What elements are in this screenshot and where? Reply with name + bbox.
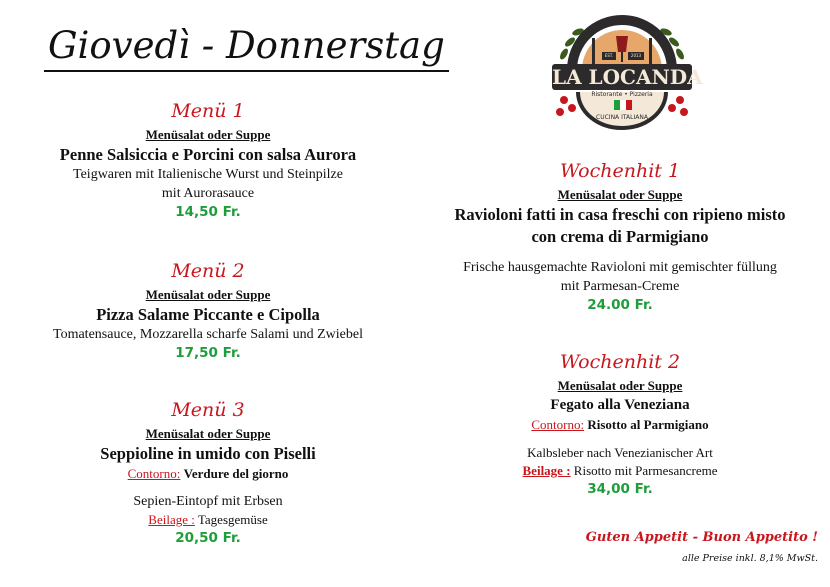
dish-name: Fegato alla Veneziana — [550, 397, 690, 413]
dish-name-cont: con crema di Parmigiano — [531, 227, 709, 246]
garnish — [12, 511, 404, 529]
garnish — [420, 462, 820, 480]
menu-subtitle: Menüsalat oder Suppe — [557, 378, 683, 393]
restaurant-logo — [548, 8, 703, 134]
side-label: Contorno: — [127, 466, 181, 481]
logo-year: 2013 — [630, 53, 642, 58]
logo-est: EST. — [604, 53, 614, 58]
dish-description: mit Parmesan-Creme — [560, 279, 680, 294]
price: 14,50 Fr. — [175, 204, 241, 220]
menu-heading: Wochenhit 2 — [559, 351, 681, 373]
price: 24.00 Fr. — [587, 297, 653, 313]
side-value: Verdure del giorno — [183, 466, 289, 481]
menu-heading: Wochenhit 1 — [559, 160, 681, 182]
menu-subtitle: Menüsalat oder Suppe — [557, 187, 683, 202]
menu-heading: Menü 1 — [171, 100, 245, 122]
weekly-special-2 — [420, 347, 820, 499]
garnish-value: Tagesgemüse — [197, 512, 268, 527]
menu-3 — [12, 395, 404, 548]
menu-subtitle: Menüsalat oder Suppe — [145, 287, 271, 302]
menu-subtitle: Menüsalat oder Suppe — [145, 127, 271, 142]
logo-tagline: Ristorante • Pizzeria — [591, 91, 653, 98]
logo-subtitle: CUCINA ITALIANA — [596, 114, 648, 121]
dish-name: Pizza Salame Piccante e Cipolla — [96, 305, 320, 324]
side-dish — [420, 416, 820, 434]
price: 17,50 Fr. — [175, 345, 241, 361]
footer-greeting: Guten Appetit - Buon Appetito ! — [585, 530, 818, 545]
dish-name: Penne Salsiccia e Porcini con salsa Aurora — [59, 145, 357, 164]
dish-description: Kalbsleber nach Venezianischer Art — [527, 445, 713, 460]
dish-description: Teigwaren mit Italienische Wurst und Steinpilze — [73, 167, 343, 182]
menu-heading: Menü 3 — [171, 399, 245, 421]
page-title: Giovedì - Donnerstag — [44, 22, 449, 72]
logo-wordmark: LA LOCANDA — [552, 65, 703, 89]
side-dish — [12, 464, 404, 484]
dish-name: Seppioline in umido con Piselli — [100, 444, 316, 463]
side-value: Risotto al Parmigiano — [587, 417, 709, 432]
dish-description: mit Aurorasauce — [161, 186, 255, 201]
side-label: Contorno: — [531, 417, 585, 432]
menu-2 — [12, 256, 404, 363]
garnish-label: Beilage : — [522, 463, 571, 478]
menu-heading: Menü 2 — [171, 260, 245, 282]
weekly-special-1 — [420, 156, 820, 315]
price: 34,00 Fr. — [587, 481, 653, 497]
dish-description: Frische hausgemachte Ravioloni mit gemischter füllung — [463, 260, 777, 275]
price: 20,50 Fr. — [175, 530, 241, 546]
dish-description: Tomatensauce, Mozzarella scharfe Salami und Zwiebel — [53, 327, 363, 342]
dish-name: Ravioloni fatti in casa freschi con ripieno misto — [454, 205, 786, 224]
menu-1 — [12, 96, 404, 222]
footer-vat-note: alle Preise inkl. 8,1% MwSt. — [682, 553, 818, 564]
menu-subtitle: Menüsalat oder Suppe — [145, 426, 271, 441]
dish-description: Sepien-Eintopf mit Erbsen — [133, 494, 283, 509]
garnish-label: Beilage : — [148, 512, 195, 527]
garnish-value: Risotto mit Parmesancreme — [573, 463, 718, 478]
